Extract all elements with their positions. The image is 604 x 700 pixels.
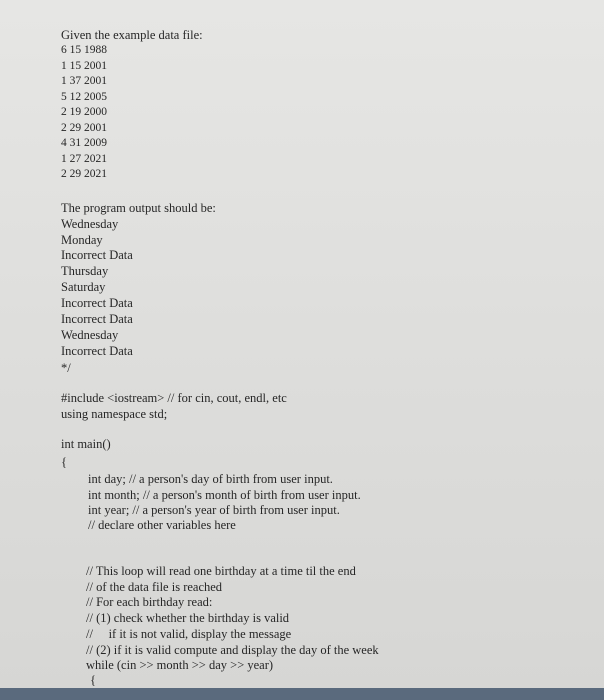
- data-line: 6 15 1988: [61, 44, 107, 56]
- code-line: // For each birthday read:: [86, 595, 213, 609]
- data-line: 1 15 2001: [61, 60, 107, 72]
- code-line: int month; // a person's month of birth from user input.: [88, 488, 361, 502]
- data-line: 2 29 2021: [61, 168, 107, 180]
- code-line: // This loop will read one birthday at a time til the end: [86, 564, 356, 578]
- while-line: while (cin >> month >> day >> year): [86, 658, 274, 672]
- main-declaration: int main(): [61, 437, 111, 451]
- code-line: int year; // a person's year of birth from user input.: [88, 503, 340, 517]
- comment-end: */: [61, 361, 71, 375]
- code-line: // declare other variables here: [88, 518, 236, 532]
- intro-text: Given the example data file:: [61, 28, 203, 42]
- code-line: // (2) if it is valid compute and display the day of the week: [86, 643, 379, 657]
- data-line: 4 31 2009: [61, 137, 107, 149]
- output-line: Incorrect Data: [61, 296, 133, 310]
- output-line: Incorrect Data: [61, 248, 133, 262]
- data-line: 2 19 2000: [61, 106, 107, 118]
- output-line: Incorrect Data: [61, 312, 133, 326]
- output-line: Saturday: [61, 280, 106, 294]
- open-brace: {: [61, 455, 67, 469]
- code-line: // of the data file is reached: [86, 580, 223, 594]
- data-line: 2 29 2001: [61, 122, 107, 134]
- include-line: #include <iostream> // for cin, cout, endl, etc: [61, 391, 287, 405]
- data-line: 1 27 2021: [61, 153, 107, 165]
- code-line: // if it is not valid, display the message: [86, 627, 292, 641]
- loop-brace: {: [90, 673, 96, 687]
- code-line: int day; // a person's day of birth from user input.: [88, 472, 333, 486]
- data-line: 5 12 2005: [61, 91, 107, 103]
- output-line: Wednesday: [61, 328, 119, 342]
- output-heading: The program output should be:: [61, 201, 216, 215]
- output-line: Thursday: [61, 264, 109, 278]
- output-line: Incorrect Data: [61, 344, 133, 358]
- namespace-line: using namespace std;: [61, 407, 168, 421]
- output-line: Wednesday: [61, 217, 119, 231]
- bottom-bar: [0, 688, 604, 700]
- output-line: Monday: [61, 233, 103, 247]
- data-line: 1 37 2001: [61, 75, 107, 87]
- code-line: // (1) check whether the birthday is valid: [86, 611, 290, 625]
